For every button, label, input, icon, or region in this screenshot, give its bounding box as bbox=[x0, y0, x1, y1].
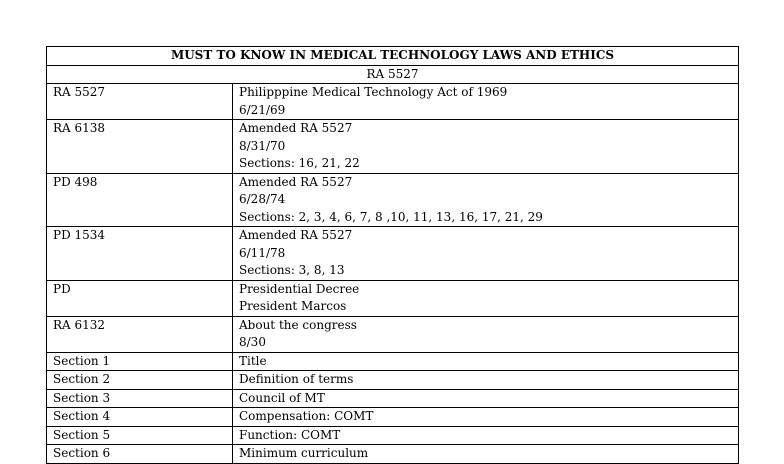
row-label: Section 5 bbox=[47, 426, 233, 445]
table-row bbox=[47, 445, 739, 464]
detail-line: Sections: 16, 21, 22 bbox=[239, 156, 360, 170]
detail-line: Minimum curriculum bbox=[239, 446, 369, 460]
row-label: Section 1 bbox=[47, 352, 233, 371]
detail-line: President Marcos bbox=[239, 299, 347, 313]
row-details bbox=[233, 426, 739, 445]
table-row bbox=[47, 173, 739, 227]
row-details bbox=[233, 227, 739, 281]
table-title: MUST TO KNOW IN MEDICAL TECHNOLOGY LAWS AND ETHICS bbox=[47, 47, 739, 66]
row-details bbox=[233, 173, 739, 227]
row-details bbox=[233, 371, 739, 390]
table-row bbox=[47, 280, 739, 316]
row-details bbox=[233, 84, 739, 120]
table-row bbox=[47, 352, 739, 371]
table-row bbox=[47, 408, 739, 427]
detail-line: Compensation: COMT bbox=[239, 409, 374, 423]
table-row bbox=[47, 316, 739, 352]
detail-line: Presidential Decree bbox=[239, 281, 360, 296]
title-row bbox=[47, 47, 739, 66]
row-details bbox=[233, 389, 739, 408]
table-subtitle: RA 5527 bbox=[47, 65, 739, 84]
row-label: PD bbox=[47, 280, 233, 316]
row-details bbox=[233, 316, 739, 352]
detail-line: 6/11/78 bbox=[239, 245, 286, 260]
detail-line: Council of MT bbox=[239, 390, 325, 405]
row-details bbox=[233, 280, 739, 316]
table-row bbox=[47, 426, 739, 445]
detail-line: 8/31/70 bbox=[239, 138, 286, 153]
row-label: Section 4 bbox=[47, 408, 233, 427]
detail-line: Amended RA 5527 bbox=[239, 228, 353, 242]
row-label: Section 6 bbox=[47, 445, 233, 464]
row-label: RA 6138 bbox=[47, 120, 233, 174]
detail-line: 6/28/74 bbox=[239, 192, 286, 206]
detail-line: 8/30 bbox=[239, 335, 266, 349]
table-row bbox=[47, 227, 739, 281]
row-label: PD 498 bbox=[47, 173, 233, 227]
row-details bbox=[233, 408, 739, 427]
laws-table bbox=[46, 46, 739, 464]
row-label: PD 1534 bbox=[47, 227, 233, 281]
row-details bbox=[233, 352, 739, 371]
detail-line: Definition of terms bbox=[239, 372, 354, 386]
detail-line: Title bbox=[239, 353, 267, 368]
detail-line: Philipppine Medical Technology Act of 1969 bbox=[239, 85, 508, 99]
detail-line: Amended RA 5527 bbox=[239, 121, 353, 135]
detail-line: Function: COMT bbox=[239, 427, 341, 442]
row-label: RA 5527 bbox=[47, 84, 233, 120]
row-details bbox=[233, 120, 739, 174]
table-row bbox=[47, 84, 739, 120]
table-row bbox=[47, 120, 739, 174]
detail-line: Sections: 3, 8, 13 bbox=[239, 263, 345, 277]
detail-line: Sections: 2, 3, 4, 6, 7, 8 ,10, 11, 13, 16, 17, 21, 29 bbox=[239, 209, 543, 224]
subtitle-row bbox=[47, 65, 739, 84]
table-row bbox=[47, 371, 739, 390]
row-label: Section 2 bbox=[47, 371, 233, 390]
row-details bbox=[233, 445, 739, 464]
row-label: RA 6132 bbox=[47, 316, 233, 352]
table-row bbox=[47, 389, 739, 408]
row-label: Section 3 bbox=[47, 389, 233, 408]
detail-line: About the congress bbox=[239, 317, 357, 332]
detail-line: Amended RA 5527 bbox=[239, 174, 353, 189]
detail-line: 6/21/69 bbox=[239, 102, 286, 117]
